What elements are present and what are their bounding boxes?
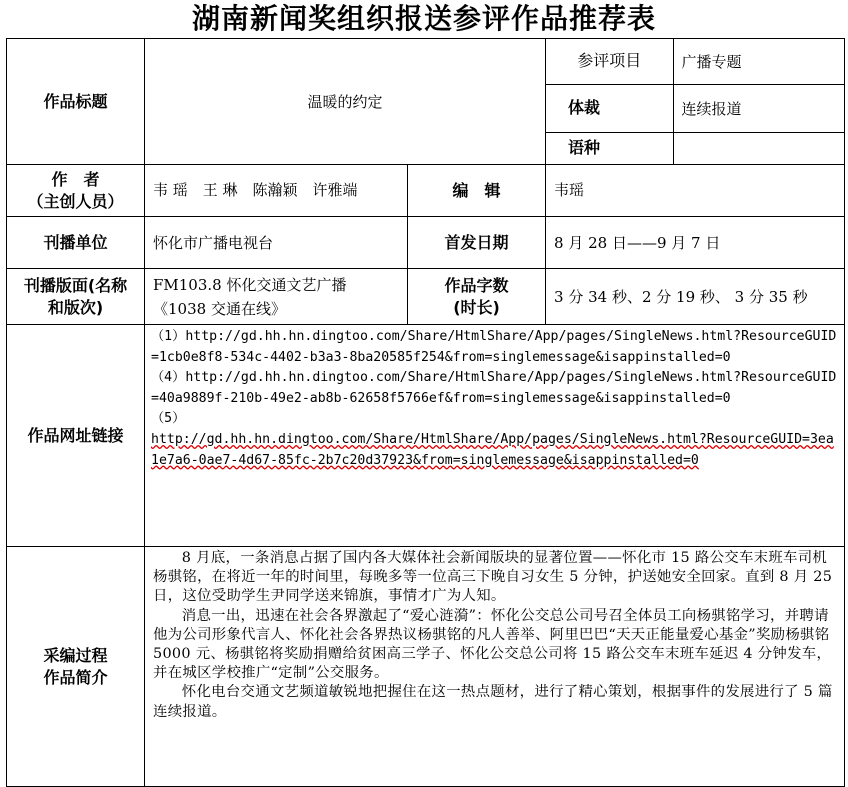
author-label [7, 165, 145, 217]
length-label [408, 269, 546, 325]
publisher-value: 怀化市广播电视台 [145, 217, 408, 269]
form-title: 湖南新闻奖组织报送参评作品推荐表 [191, 2, 656, 35]
link-5-marker: （5） [151, 411, 186, 427]
intro-label-line1: 采编过程 [43, 645, 108, 665]
intro-paragraph: 怀化电台交通文艺频道敏锐地把握住在这一热点题材，进行了精心策划，根据事件的发展进行了 5 篇连续报道。 [153, 684, 833, 720]
intro-label-line2: 作品简介 [43, 667, 108, 687]
intro-label [7, 547, 145, 787]
author-label-line1: 作 者 [51, 169, 100, 189]
link-4[interactable]: （4）http://gd.hh.hn.dingtoo.com/Share/HtmlShare/App/pages/SingleNews.html?ResourceGUID=40a9889f-210b-49e2-ab8b-62658f5766ef&from=singlemessage&isappinstalled=0 [151, 370, 837, 406]
length-value: 3 分 34 秒、2 分 19 秒、 3 分 35 秒 [546, 269, 845, 325]
intro-paragraph: 消息一出，迅速在社会各界激起了“爱心涟漪”：怀化公交总公司号召全体员工向杨骐铭学习，并聘请他为公司形象代言人、怀化社会各界热议杨骐铭的凡人善举、阿里巴巴“天天正能量爱心基金”奖励杨骐铭 5000 元、杨骐铭将奖励捐赠给贫困高三学子、怀化公交总公司将 15 路公交车末班车延迟 4 分钟发车，并在城区学校推广“定制”公交服务。 [153, 607, 832, 682]
publisher-label: 刊播单位 [7, 217, 145, 269]
intro-paragraph: 8 月底，一条消息占据了国内各大媒体社会新闻版块的显著位置——怀化市 15 路公交车末班车司机杨骐铭，在将近一年的时间里，每晚多等一位高三下晚自习女生 5 分钟，护送她安全回家。直到 8 月 25 日，这位受助学生尹同学送来锦旗，事情才广为人知。 [153, 550, 833, 605]
genre-label: 体裁 [546, 84, 673, 132]
first-date-label: 首发日期 [408, 217, 546, 269]
edition-value-line2: 《1038 交通在线》 [153, 299, 286, 318]
author-label-line2: （主创人员） [27, 191, 124, 211]
language-value [673, 132, 844, 164]
category-value: 广播专题 [673, 39, 844, 84]
editor-value: 韦瑶 [546, 165, 845, 217]
links-cell [145, 325, 845, 547]
work-title-label: 作品标题 [7, 39, 145, 165]
work-title-value: 温暖的约定 [145, 39, 546, 165]
edition-label-line1: 刊播版面(名称 [23, 275, 128, 295]
link-5[interactable]: http://gd.hh.hn.dingtoo.com/Share/HtmlShare/App/pages/SingleNews.html?ResourceGUID=3ea1e7a6-0ae7-4d67-85fc-2b7c20d37923&from=singlemessage&isappinstalled=0 [151, 431, 834, 468]
links-label: 作品网址链接 [7, 325, 145, 547]
edition-value [145, 269, 408, 325]
recommendation-form-table [6, 38, 845, 787]
category-block [546, 39, 844, 164]
length-label-line1: 作品字数 [444, 275, 509, 295]
editor-label: 编 辑 [408, 165, 546, 217]
category-label: 参评项目 [546, 39, 673, 84]
genre-value: 连续报道 [673, 84, 844, 132]
first-date-value: 8 月 28 日——9 月 7 日 [546, 217, 845, 269]
edition-label [7, 269, 145, 325]
intro-text [145, 547, 845, 787]
edition-label-line2: 和版次) [47, 297, 104, 317]
edition-value-line1: FM103.8 怀化交通文艺广播 [153, 275, 347, 294]
author-value: 韦 瑶 王 琳 陈瀚颖 许雅端 [145, 165, 408, 217]
length-label-line2: (时长) [453, 297, 500, 317]
language-label: 语种 [546, 132, 673, 164]
link-1[interactable]: （1）http://gd.hh.hn.dingtoo.com/Share/HtmlShare/App/pages/SingleNews.html?ResourceGUID=1cb0e8f8-534c-4402-b3a3-8ba20585f254&from=singlemessage&isappinstalled=0 [151, 329, 837, 365]
